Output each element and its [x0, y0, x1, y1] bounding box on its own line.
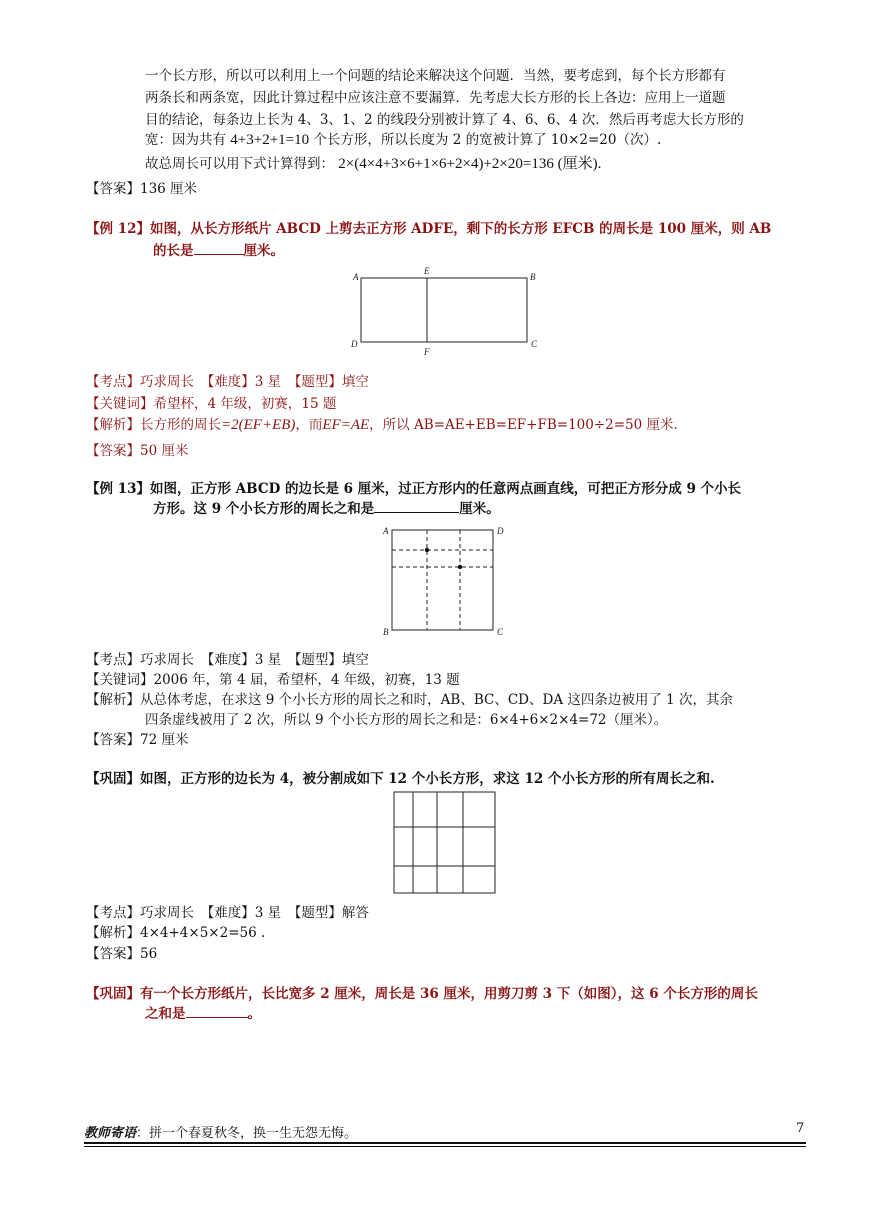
ex13-question-text-a: 方形。这 9 个小长方形的周长之和是 — [153, 501, 375, 517]
ex12-answer-blank — [194, 254, 244, 255]
label-a: A — [383, 526, 389, 536]
gg1-kaodian: 【考点】巧求周长 【难度】3 星 【题型】解答 — [86, 905, 369, 921]
ex13-square-diagram — [378, 522, 512, 638]
intro-line-5 — [145, 152, 601, 173]
intro-line-4-text-a: 宽：因为共有 — [145, 132, 226, 148]
ex13-question-line-2 — [153, 497, 500, 517]
ex12-question-line-2 — [153, 239, 284, 259]
ex12-analysis — [86, 413, 678, 434]
intro-line-3: 目的结论，每条边上长为 4、3、1、2 的线段分别被计算了 4、6、6、4 次．然后再考虑大长方形的 — [145, 112, 744, 128]
grid-outer-square — [394, 792, 495, 893]
footer-motto — [84, 1122, 357, 1141]
ex12-analysis-text-b: ，而 — [295, 417, 323, 433]
intro-formula-sum: 4+3+2+1=10 — [230, 132, 310, 148]
ex12-formula-ef-ae: EF=AE — [322, 417, 370, 433]
ex13-answer: 【答案】72 厘米 — [86, 732, 189, 748]
rect-abcd — [361, 278, 527, 342]
gg2-question-text-b: 。 — [247, 1006, 261, 1022]
ex12-answer: 【答案】50 厘米 — [86, 443, 189, 459]
ex12-analysis-text-c: ，所以 AB=AE+EB=EF+FB=100÷2=50 厘米. — [369, 417, 678, 433]
page-number: 7 — [796, 1121, 805, 1136]
point-1 — [425, 548, 429, 552]
intro-line-1: 一个长方形，所以可以利用上一个问题的结论来解决这个问题．当然，要考虑到，每个长方形都有 — [145, 68, 726, 84]
ex13-question-text-b: 厘米。 — [459, 501, 500, 517]
label-d: D — [497, 526, 504, 536]
label-b: B — [530, 272, 536, 282]
footer-label: 教师寄语 — [84, 1126, 137, 1141]
gg2-answer-blank — [186, 1017, 248, 1018]
intro-answer: 【答案】136 厘米 — [86, 181, 198, 197]
intro-line-5-text: 故总周长可以用下式计算得到： — [145, 156, 334, 172]
ex12-analysis-text-a: 【解析】长方形的周长 — [86, 417, 221, 433]
gg2-question-line-2 — [145, 1002, 261, 1022]
ex12-question-line-1: 【例 12】如图，从长方形纸片 ABCD 上剪去正方形 ADFE，剩下的长方形 EFCB 的周长是 100 厘米，则 AB — [86, 221, 772, 237]
label-e: E — [424, 266, 430, 276]
intro-formula-total: 2×(4×4+3×6+1×6+2×4)+2×20=136 (厘米). — [338, 156, 602, 172]
label-f: F — [424, 347, 430, 357]
ex12-formula-perimeter: =2(EF+EB) — [221, 417, 296, 433]
ex13-question-line-1: 【例 13】如图，正方形 ABCD 的边长是 6 厘米，过正方形内的任意两点画直线，可把正方形分成 9 个小长 — [86, 481, 742, 497]
ex13-keywords: 【关键词】2006 年，第 4 届，希望杯，4 年级，初赛，13 题 — [86, 672, 460, 688]
ex12-question-text-a: 的长是 — [153, 243, 194, 259]
label-d: D — [351, 339, 358, 349]
gg1-answer: 【答案】56 — [86, 946, 158, 962]
intro-line-4 — [145, 128, 661, 149]
ex13-analysis-line-1: 【解析】从总体考虑，在求这 9 个小长方形的周长之和时，AB、BC、CD、DA 这四条边被用了 1 次，其余 — [86, 692, 734, 708]
footer-rule-thick — [84, 1142, 806, 1144]
label-c: C — [497, 627, 504, 637]
point-2 — [458, 565, 462, 569]
footer-rule-thin — [84, 1146, 806, 1147]
square-abcd — [392, 530, 493, 630]
intro-line-4-text-b: 个长方形，所以长度为 2 的宽被计算了 10×2=20（次）. — [313, 132, 662, 148]
ex13-analysis-line-2: 四条虚线被用了 2 次，所以 9 个小长方形的周长之和是：6×4+6×2×4=72（厘米）。 — [145, 712, 668, 728]
ex12-question-text-b: 厘米。 — [243, 243, 284, 259]
ex12-keywords: 【关键词】希望杯，4 年级，初赛，15 题 — [86, 396, 337, 412]
gg1-analysis: 【解析】4×4+4×5×2=56 . — [86, 925, 266, 941]
label-c: C — [531, 339, 538, 349]
footer-text: ：拼一个春夏秋冬，换一生无怨无悔。 — [136, 1126, 358, 1141]
ex13-kaodian: 【考点】巧求周长 【难度】3 星 【题型】填空 — [86, 652, 369, 668]
gg1-grid-diagram — [392, 790, 498, 896]
intro-line-2: 两条长和两条宽，因此计算过程中应该注意不要漏算．先考虑大长方形的长上各边：应用上一道题 — [145, 90, 726, 106]
ex13-answer-blank — [374, 512, 459, 513]
gg1-question: 【巩固】如图，正方形的边长为 4，被分割成如下 12 个小长方形，求这 12 个小长方形的所有周长之和. — [86, 771, 715, 787]
gg2-question-text-a: 之和是 — [145, 1006, 186, 1022]
gg2-question-line-1: 【巩固】有一个长方形纸片，长比宽多 2 厘米，周长是 36 厘米，用剪刀剪 3 下（如图），这 6 个长方形的周长 — [86, 986, 758, 1002]
ex12-kaodian: 【考点】巧求周长 【难度】3 星 【题型】填空 — [86, 374, 369, 390]
label-a: A — [353, 272, 359, 282]
ex12-rectangle-diagram — [348, 266, 544, 358]
label-b: B — [383, 627, 389, 637]
